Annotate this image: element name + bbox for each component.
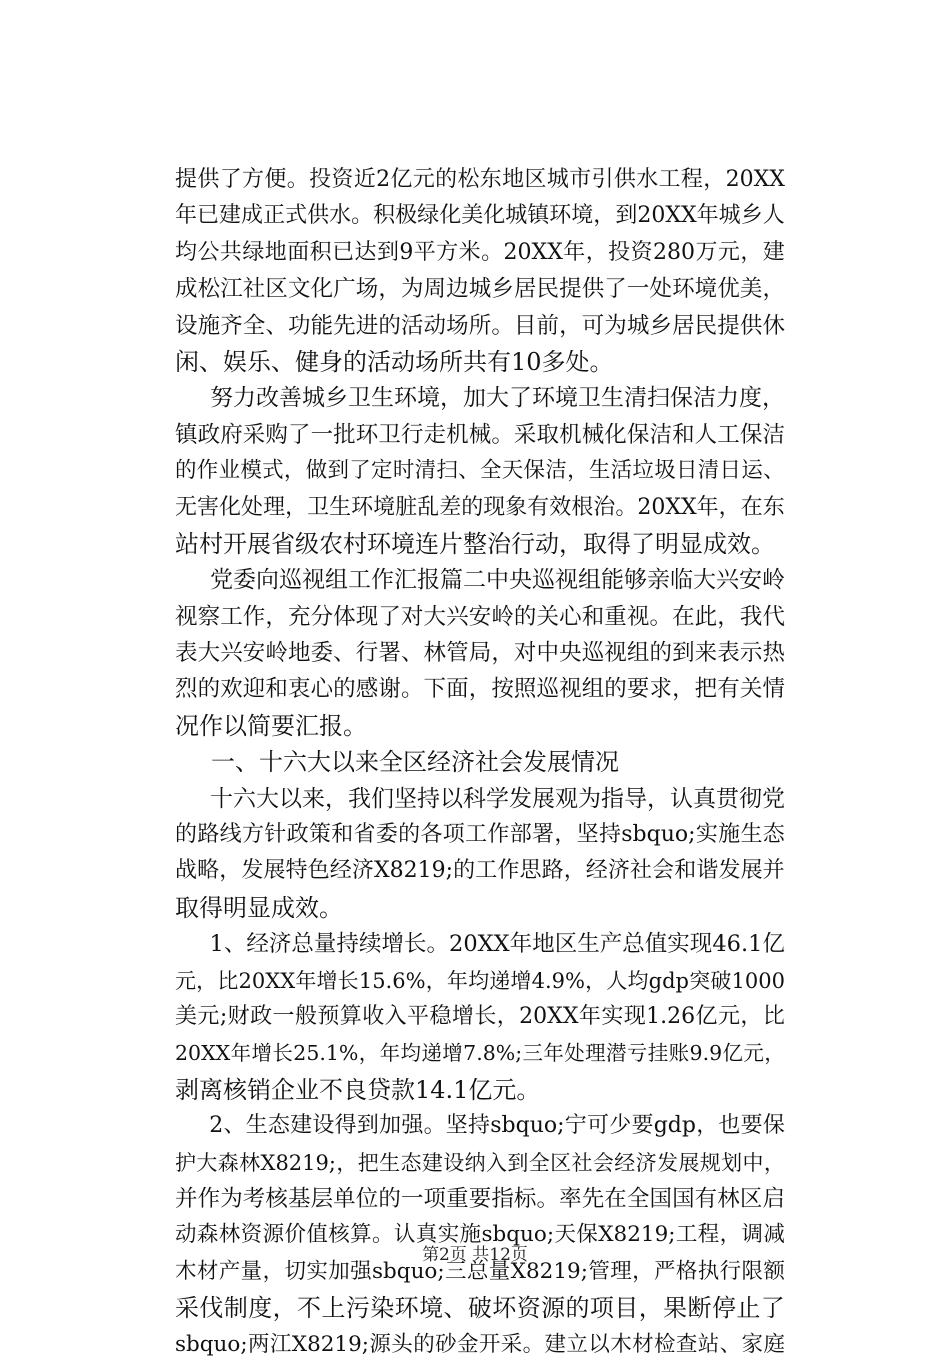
document-body	[175, 162, 785, 1363]
text-line: 十 六 大 以 来 ， 我 们 坚 持 以 科 学 发 展 观 为 指 导 ， 认 真 贯 彻 党	[210, 785, 785, 812]
text-line: 闲、娱乐、健身的活动场所共有10多处。	[175, 347, 614, 376]
text-line: 战 略 ， 发 展 特 色 经 济 X8219; 的 工 作 思 路 ， 经 济 社 会 和 谐 发 展 并	[175, 858, 785, 884]
text-line: 成 松 江 社 区 文 化 广 场 ， 为 周 边 城 乡 居 民 提 供 了 一 处 环 境 优 美 ，	[175, 276, 785, 303]
text-line: 况作以简要汇报。	[175, 711, 367, 740]
text-line: 镇 政 府 采 购 了 一 批 环 卫 行 走 机 械 。 采 取 机 械 化 保 洁 和 人 工 保 洁	[175, 421, 785, 448]
text-line: sbquo; 两 江 X8219; 源 头 的 砂 金 开 采 。 建 立 以 木 材 检 查 站 、 家 庭	[175, 1331, 785, 1357]
text-line: 2 、 生 态 建 设 得 到 加 强 。 坚 持 sbquo; 宁 可 少 要 gdp ， 也 要 保	[209, 1113, 785, 1139]
text-line: 取得明显成效。	[175, 893, 343, 922]
text-line: 护 大 森 林 X8219; ， 把 生 态 建 设 纳 入 到 全 区 社 会 经 济 发 展 规 划 中 ，	[175, 1150, 785, 1175]
text-line: 并 作 为 考 核 基 层 单 位 的 一 项 重 要 指 标 。 率 先 在 全 国 国 有 林 区 启	[175, 1185, 785, 1212]
text-line: 表 大 兴 安 岭 地 委 、 行 署 、 林 管 局 ， 对 中 央 巡 视 组 的 到 来 表 示 热	[175, 640, 785, 667]
page-footer	[0, 1240, 950, 1265]
text-line: 站村开展省级农村环境连片整治行动，取得了明显成效。	[175, 529, 775, 558]
text-line: 木 材 产 量 ， 切 实 加 强 sbquo; 三 总 量 X8219; 管 理 ， 严 格 执 行 限 额	[175, 1258, 785, 1284]
text-line: 剥离核销企业不良贷款14.1亿元。	[175, 1075, 541, 1104]
text-line: 视 察 工 作 ， 充 分 体 现 了 对 大 兴 安 岭 的 关 心 和 重 视 。 在 此 ， 我 代	[175, 603, 785, 630]
text-line: 均 公 共 绿 地 面 积 已 达 到 9 平 方 米 。 20XX 年 ， 投 资 280 万 元 ， 建	[175, 239, 785, 265]
text-line: 烈 的 欢 迎 和 衷 心 的 感 谢 。 下 面 ， 按 照 巡 视 组 的 要 求 ， 把 有 关 情	[175, 676, 785, 703]
text-line: 1 、 经 济 总 量 持 续 增 长 。 20XX 年 地 区 生 产 总 值 实 现 46.1 亿	[209, 931, 785, 958]
text-line: 年 已 建 成 正 式 供 水 。 积 极 绿 化 美 化 城 镇 环 境 ， 到 20XX 年 城 乡 人	[175, 203, 785, 229]
text-line: 党 委 向 巡 视 组 工 作 汇 报 篇 二 中 央 巡 视 组 能 够 亲 临 大 兴 安 岭	[210, 567, 785, 594]
text-line: 20XX 年 增 长 25.1% ， 年 均 递 增 7.8%; 三 年 处 理 潜 亏 挂 账 9.9 亿 元 ，	[175, 1041, 785, 1066]
text-line: 元 ， 比 20XX 年 增 长 15.6% ， 年 均 递 增 4.9% ， 人 均 gdp 突 破 1000	[175, 968, 785, 993]
text-line: 一、十六大以来全区经济社会发展情况	[187, 748, 619, 777]
page-number-label: 第2页 共12页	[422, 1245, 528, 1265]
text-line: 提 供 了 方 便 。 投 资 近 2 亿 元 的 松 东 地 区 城 市 引 供 水 工 程 ， 20XX	[175, 167, 785, 192]
text-line: 的 路 线 方 针 政 策 和 省 委 的 各 项 工 作 部 署 ， 坚 持 sbquo; 实 施 生 态	[175, 822, 785, 848]
text-line: 的 作 业 模 式 ， 做 到 了 定 时 清 扫 、 全 天 保 洁 ， 生 活 垃 圾 日 清 日 运 、	[175, 458, 785, 484]
text-line: 美 元 ; 财 政 一 般 预 算 收 入 平 稳 增 长 ， 20XX 年 实 现 1.26 亿 元 ， 比	[175, 1003, 785, 1029]
text-line: 设 施 齐 全 、 功 能 先 进 的 活 动 场 所 。 目 前 ， 可 为 城 乡 居 民 提 供 休	[175, 312, 785, 339]
text-line: 无 害 化 处 理 ， 卫 生 环 境 脏 乱 差 的 现 象 有 效 根 治 。 20XX 年 ， 在 东	[175, 494, 785, 520]
text-line: 动 森 林 资 源 价 值 核 算 。 认 真 实 施 sbquo; 天 保 X8219; 工 程 ， 调 减	[175, 1222, 785, 1248]
text-line: 采 伐 制 度 ， 不 上 污 染 环 境 、 破 坏 资 源 的 项 目 ， 果 断 停 止 了	[175, 1294, 785, 1323]
text-line: 努 力 改 善 城 乡 卫 生 环 境 ， 加 大 了 环 境 卫 生 清 扫 保 洁 力 度 ，	[210, 385, 785, 412]
